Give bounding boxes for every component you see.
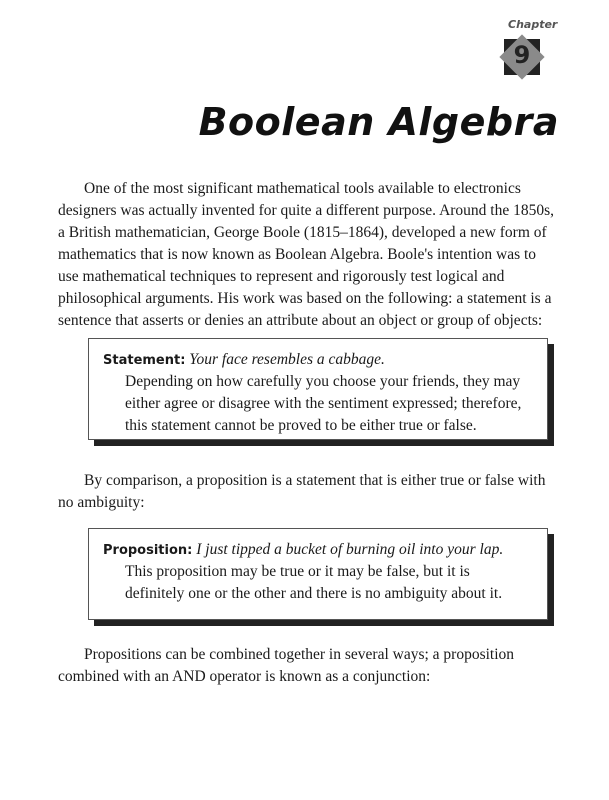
- proposition-example: I just tipped a bucket of burning oil into your lap.: [196, 541, 504, 558]
- comparison-paragraph: By comparison, a proposition is a statement that is either true or false with no ambiguity:: [58, 472, 546, 511]
- chapter-title: Boolean Algebra: [198, 100, 559, 144]
- statement-example: Your face resembles a cabbage.: [189, 351, 385, 368]
- chapter-label: Chapter: [508, 18, 558, 31]
- proposition-body: This proposition may be true or it may be false, but it is definitely one or the other and there is no ambiguity about it.: [125, 563, 503, 602]
- intro-paragraph: One of the most significant mathematical tools available to electronics designers was actually invented for quite a different purpose. Around the 1850s, a British mathematician, George Boole (1815–1864), developed a new form of mathematics that is now known as Boolean Algebra. Boole's intention was to use mathematical techniques to represent and rigorously test logical and philosophical arguments. His work was based on the following: a statement is a sentence that asserts or denies an attribute about an object or group of objects:: [58, 180, 555, 329]
- proposition-box: [88, 528, 548, 620]
- statement-body: Depending on how carefully you choose your friends, they may either agree or disagree with the sentiment expressed; therefore, this statement cannot be proved to be either true or false.: [125, 373, 522, 434]
- chapter-badge-icon: [498, 33, 546, 81]
- statement-label: Statement:: [103, 353, 186, 368]
- proposition-label: Proposition:: [103, 543, 193, 558]
- chapter-number: 9: [513, 41, 531, 69]
- statement-box: [88, 338, 548, 440]
- conjunction-paragraph: Propositions can be combined together in several ways; a proposition combined with an AND operator is known as a conjunction:: [58, 646, 515, 685]
